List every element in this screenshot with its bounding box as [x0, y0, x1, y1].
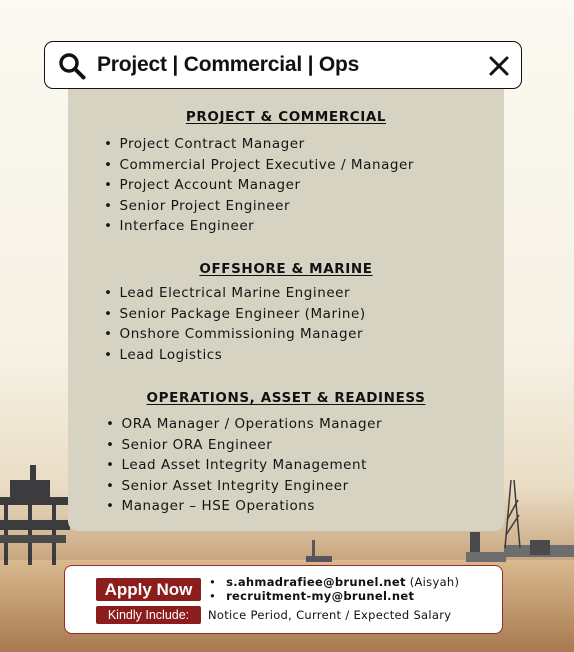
list-item: • Lead Asset Integrity Management [106, 455, 382, 476]
search-bar[interactable] [44, 41, 522, 89]
job-list-project-commercial [104, 134, 414, 237]
contact-emails [209, 575, 459, 603]
email-address[interactable]: s.ahmadrafiee@brunel.net [226, 575, 406, 589]
list-item: • Onshore Commissioning Manager [104, 324, 366, 345]
list-item: • Interface Engineer [104, 216, 414, 237]
close-icon[interactable] [488, 55, 510, 77]
list-item: • Senior Asset Integrity Engineer [106, 476, 382, 497]
email-item [209, 589, 459, 603]
contact-box [64, 565, 503, 634]
email-item [209, 575, 459, 589]
email-address[interactable]: recruitment-my@brunel.net [226, 589, 415, 603]
list-item: • Project Account Manager [104, 175, 414, 196]
email-note: (Aisyah) [409, 575, 460, 589]
section-title-operations-asset-readiness: OPERATIONS, ASSET & READINESS [146, 390, 426, 406]
list-item: • Lead Electrical Marine Engineer [104, 283, 366, 304]
list-item: • Senior Package Engineer (Marine) [104, 304, 366, 325]
list-item: • Manager – HSE Operations [106, 496, 382, 517]
list-item: • Project Contract Manager [104, 134, 414, 155]
list-item: • ORA Manager / Operations Manager [106, 414, 382, 435]
list-item: • Commercial Project Executive / Manager [104, 155, 414, 176]
list-item: • Senior Project Engineer [104, 196, 414, 217]
section-title-project-commercial: PROJECT & COMMERCIAL [185, 109, 387, 125]
include-requirements: Notice Period, Current / Expected Salary [208, 608, 452, 622]
search-icon[interactable] [58, 52, 86, 80]
list-item: • Lead Logistics [104, 345, 366, 366]
section-title-offshore-marine: OFFSHORE & MARINE [199, 261, 373, 277]
job-listing-panel [68, 82, 504, 531]
apply-now-button[interactable]: Apply Now [96, 578, 201, 601]
kindly-include-badge: Kindly Include: [96, 606, 201, 624]
job-list-operations [106, 414, 382, 517]
search-query[interactable]: Project | Commercial | Ops [97, 53, 360, 76]
job-list-offshore-marine [104, 283, 366, 365]
list-item: • Senior ORA Engineer [106, 435, 382, 456]
